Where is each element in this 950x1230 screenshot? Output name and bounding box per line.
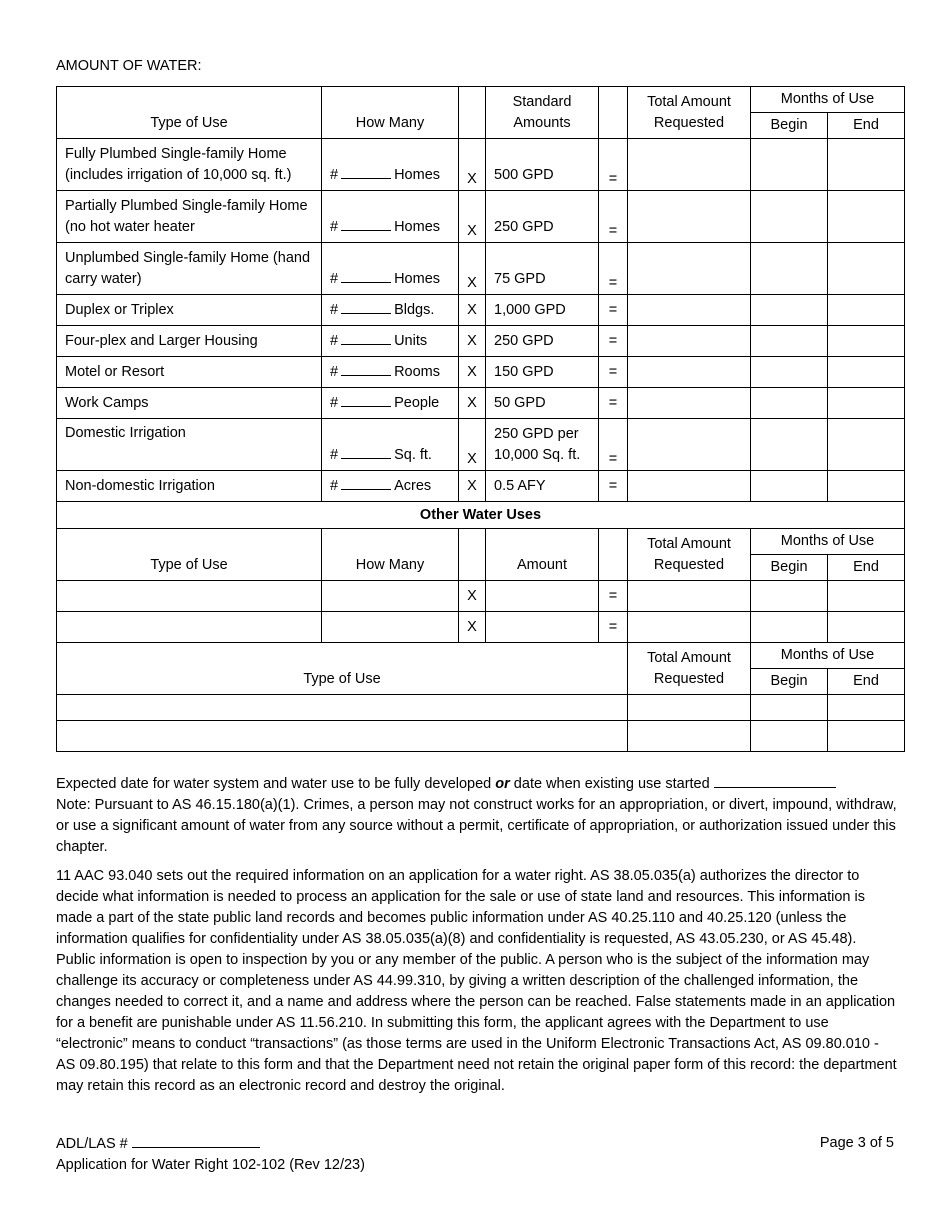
end-month-field[interactable] [828, 357, 905, 388]
equals-sign: = [599, 419, 628, 471]
total-amount-field[interactable] [628, 139, 751, 191]
times-sign: X [459, 471, 486, 502]
unit-label: Homes [394, 167, 441, 183]
note-text: Note: Pursuant to AS 46.15.180(a)(1). Crimes, a person may not construct works for an appropriation, or divert, impound, withdraw, or use a significant amount of water from any source without a permit, certificate of appropriation, or authorization issued under this chapter. [56, 797, 897, 855]
unit-label: Sq. ft. [394, 447, 432, 463]
hash-sign: # [330, 167, 339, 183]
standard-amount-cell: 250 GPD per 10,000 Sq. ft. [486, 419, 599, 471]
times-sign: X [459, 139, 486, 191]
type-of-use-cell: Motel or Resort [57, 357, 322, 388]
times-sign: X [459, 581, 486, 612]
table-row [57, 388, 905, 419]
header-type-of-use: Type of Use [57, 87, 322, 139]
type-of-use-cell: Domestic Irrigation [57, 419, 322, 471]
begin-month-field[interactable] [751, 326, 828, 357]
times-sign: X [459, 357, 486, 388]
begin-month-field[interactable] [751, 357, 828, 388]
how-many-cell [322, 326, 459, 357]
how-many-cell [322, 295, 459, 326]
end-month-field[interactable] [828, 388, 905, 419]
total-amount-field[interactable] [628, 581, 751, 612]
count-input[interactable] [341, 444, 391, 459]
count-input[interactable] [341, 299, 391, 314]
hash-sign: # [330, 333, 339, 349]
header-begin: Begin [751, 113, 828, 139]
standard-amount-cell: 500 GPD [486, 139, 599, 191]
begin-month-field[interactable] [751, 721, 828, 752]
expected-date-and-note [56, 773, 898, 858]
times-sign: X [459, 243, 486, 295]
total-amount-field[interactable] [628, 191, 751, 243]
header-end: End [828, 113, 905, 139]
third-header-total-amount: Total Amount Requested [628, 643, 751, 695]
type-of-use-cell: Duplex or Triplex [57, 295, 322, 326]
expected-date-field[interactable] [714, 773, 836, 788]
equals-sign: = [599, 581, 628, 612]
unit-label: Acres [394, 478, 432, 494]
table-row [57, 191, 905, 243]
equals-sign: = [599, 295, 628, 326]
total-amount-field[interactable] [628, 471, 751, 502]
other-amount-field[interactable] [486, 612, 599, 643]
how-many-cell [322, 388, 459, 419]
adl-las-label: ADL/LAS # [56, 1136, 128, 1152]
expected-date-text: Expected date for water system and water use to be fully developed or date when existing use started [56, 776, 836, 792]
count-input[interactable] [341, 330, 391, 345]
unit-label: Homes [394, 271, 441, 287]
table-row [57, 419, 905, 471]
other-header-amount: Amount [486, 529, 599, 581]
other-type-field[interactable] [57, 612, 322, 643]
other-header-blank-x [459, 529, 486, 581]
how-many-cell [322, 419, 459, 471]
equals-sign: = [599, 139, 628, 191]
section-heading: AMOUNT OF WATER: [56, 58, 202, 74]
standard-amount-cell: 0.5 AFY [486, 471, 599, 502]
end-month-field[interactable] [828, 695, 905, 721]
total-amount-field[interactable] [628, 357, 751, 388]
third-header-type-of-use: Type of Use [57, 643, 628, 695]
end-month-field[interactable] [828, 191, 905, 243]
hash-sign: # [330, 302, 339, 318]
type-of-use-cell: Four-plex and Larger Housing [57, 326, 322, 357]
other-amount-field[interactable] [486, 581, 599, 612]
standard-amount-cell: 250 GPD [486, 191, 599, 243]
table-row [57, 139, 905, 191]
times-sign: X [459, 419, 486, 471]
header-blank-eq [599, 87, 628, 139]
other-header-how-many: How Many [322, 529, 459, 581]
equals-sign: = [599, 388, 628, 419]
standard-amount-cell: 250 GPD [486, 326, 599, 357]
table-row [57, 243, 905, 295]
third-header-begin: Begin [751, 669, 828, 695]
begin-month-field[interactable] [751, 471, 828, 502]
equals-sign: = [599, 243, 628, 295]
how-many-cell [322, 471, 459, 502]
standard-amount-cell: 50 GPD [486, 388, 599, 419]
third-header-end: End [828, 669, 905, 695]
total-amount-field[interactable] [628, 695, 751, 721]
table-row [57, 357, 905, 388]
amount-of-water-table [56, 86, 905, 752]
header-standard-amounts: Standard Amounts [486, 87, 599, 139]
count-input[interactable] [341, 361, 391, 376]
table-row [57, 612, 905, 643]
unit-label: People [394, 395, 440, 411]
times-sign: X [459, 388, 486, 419]
table-row [57, 695, 905, 721]
hash-sign: # [330, 364, 339, 380]
hash-sign: # [330, 271, 339, 287]
total-amount-field[interactable] [628, 243, 751, 295]
other-water-uses-title: Other Water Uses [57, 502, 905, 529]
form-name: Application for Water Right 102-102 (Rev 12/23) [56, 1157, 365, 1173]
end-month-field[interactable] [828, 139, 905, 191]
begin-month-field[interactable] [751, 295, 828, 326]
count-input[interactable] [341, 475, 391, 490]
table-row [57, 295, 905, 326]
other-how-many-field[interactable] [322, 612, 459, 643]
end-month-field[interactable] [828, 721, 905, 752]
count-input[interactable] [341, 392, 391, 407]
third-type-field[interactable] [57, 721, 628, 752]
total-amount-field[interactable] [628, 388, 751, 419]
standard-amount-cell: 1,000 GPD [486, 295, 599, 326]
header-blank-x [459, 87, 486, 139]
page-number: Page 3 of 5 [819, 1135, 894, 1151]
begin-month-field[interactable] [751, 419, 828, 471]
count-input[interactable] [341, 216, 391, 231]
how-many-cell [322, 357, 459, 388]
other-header-type-of-use: Type of Use [57, 529, 322, 581]
hash-sign: # [330, 219, 339, 235]
end-month-field[interactable] [828, 612, 905, 643]
other-header-months-of-use: Months of Use [751, 529, 905, 555]
times-sign: X [459, 612, 486, 643]
begin-month-field[interactable] [751, 191, 828, 243]
legal-paragraph: 11 AAC 93.040 sets out the required information on an application for a water right. AS 38.05.035(a) authorizes the director to decide what information is needed to process an application for the sale or use of state land and resources. This information is made a part of the state public land records and becomes public information under AS 40.25.110 and 40.25.120 (unless the information qualifies for confidentiality under AS 38.05.035(a)(8) and confidentiality is requested, AS 43.05.230, or AS 45.48). Public information is open to inspection by you or any member of the public. A person who is the subject of the information may challenge its accuracy or completeness under AS 44.99.310, by giving a written description of the challenged information, the changes needed to correct it, and a name and address where the person can be reached. False statements made in an application for a benefit are punishable under AS 11.56.210. In submitting this form, the applicant agrees with the Department to use “electronic” means to conduct “transactions” (as those terms are used in the Uniform Electronic Transactions Act, AS 09.80.010 - AS 09.80.195) that relate to this form and that the Department need not retain the original paper form of this record: the department may retain this record as an electronic record and destroy the original. [56, 868, 897, 1094]
third-type-field[interactable] [57, 695, 628, 721]
header-total-amount: Total Amount Requested [628, 87, 751, 139]
type-of-use-cell: Non-domestic Irrigation [57, 471, 322, 502]
total-amount-field[interactable] [628, 326, 751, 357]
end-month-field[interactable] [828, 326, 905, 357]
count-input[interactable] [341, 268, 391, 283]
header-how-many: How Many [322, 87, 459, 139]
other-header-blank-eq [599, 529, 628, 581]
hash-sign: # [330, 447, 339, 463]
how-many-cell [322, 139, 459, 191]
unit-label: Units [394, 333, 428, 349]
equals-sign: = [599, 357, 628, 388]
begin-month-field[interactable] [751, 139, 828, 191]
times-sign: X [459, 295, 486, 326]
standard-amount-cell: 75 GPD [486, 243, 599, 295]
or-emphasis: or [495, 776, 510, 792]
type-of-use-cell: Partially Plumbed Single-family Home (no hot water heater [57, 191, 322, 243]
other-header-total-amount: Total Amount Requested [628, 529, 751, 581]
times-sign: X [459, 326, 486, 357]
other-header-end: End [828, 555, 905, 581]
other-header-begin: Begin [751, 555, 828, 581]
end-month-field[interactable] [828, 419, 905, 471]
third-header-months-of-use: Months of Use [751, 643, 905, 669]
begin-month-field[interactable] [751, 581, 828, 612]
other-type-field[interactable] [57, 581, 322, 612]
header-months-of-use: Months of Use [751, 87, 905, 113]
begin-month-field[interactable] [751, 388, 828, 419]
begin-month-field[interactable] [751, 695, 828, 721]
table-row [57, 471, 905, 502]
hash-sign: # [330, 478, 339, 494]
end-month-field[interactable] [828, 295, 905, 326]
how-many-cell [322, 191, 459, 243]
type-of-use-cell: Work Camps [57, 388, 322, 419]
total-amount-field[interactable] [628, 721, 751, 752]
total-amount-field[interactable] [628, 612, 751, 643]
table-row [57, 581, 905, 612]
other-how-many-field[interactable] [322, 581, 459, 612]
count-input[interactable] [341, 164, 391, 179]
unit-label: Homes [394, 219, 441, 235]
unit-label: Bldgs. [394, 302, 435, 318]
footer-left [56, 1133, 365, 1176]
begin-month-field[interactable] [751, 612, 828, 643]
times-sign: X [459, 191, 486, 243]
end-month-field[interactable] [828, 471, 905, 502]
unit-label: Rooms [394, 364, 441, 380]
end-month-field[interactable] [828, 581, 905, 612]
total-amount-field[interactable] [628, 295, 751, 326]
begin-month-field[interactable] [751, 243, 828, 295]
equals-sign: = [599, 471, 628, 502]
equals-sign: = [599, 191, 628, 243]
equals-sign: = [599, 612, 628, 643]
standard-amount-cell: 150 GPD [486, 357, 599, 388]
total-amount-field[interactable] [628, 419, 751, 471]
type-of-use-cell: Fully Plumbed Single-family Home (includes irrigation of 10,000 sq. ft.) [57, 139, 322, 191]
end-month-field[interactable] [828, 243, 905, 295]
table-row [57, 326, 905, 357]
table-row [57, 721, 905, 752]
hash-sign: # [330, 395, 339, 411]
adl-las-field[interactable] [132, 1133, 260, 1148]
how-many-cell [322, 243, 459, 295]
equals-sign: = [599, 326, 628, 357]
type-of-use-cell: Unplumbed Single-family Home (hand carry water) [57, 243, 322, 295]
